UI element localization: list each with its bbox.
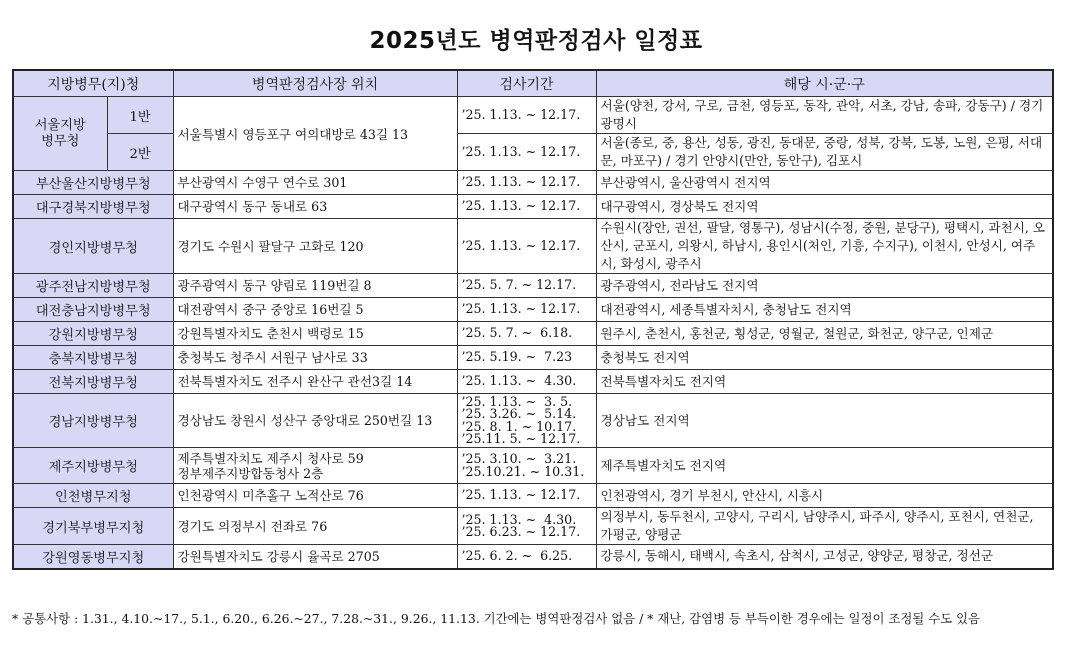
header-row [13,70,1053,97]
table-row [13,97,1053,134]
area-cell: 강릉시, 동해시, 태백시, 속초시, 삼척시, 고성군, 양양군, 평창군, 정선군 [596,545,1053,569]
table-row [13,394,1053,448]
schedule-table [12,69,1054,570]
location-cell: 강원특별자치도 강릉시 율곡로 2705 [173,545,457,569]
table-row [13,508,1053,545]
office-cell: 전북지방병무청 [13,370,173,394]
period-cell: ’25. 3.10. ~ 3.21. ’25.10.21. ~ 10.31. [457,448,596,484]
location-cell: 대구광역시 동구 동내로 63 [173,195,457,219]
location-cell: 서울특별시 영등포구 여의대방로 43길 13 [173,97,457,171]
table-row [13,448,1053,484]
location-cell: 부산광역시 수영구 연수로 301 [173,171,457,195]
location-cell: 전북특별자치도 전주시 완산구 관선3길 14 [173,370,457,394]
area-cell: 서울(종로, 중, 용산, 성동, 광진, 동대문, 중랑, 성북, 강북, 도봉, 노원, 은평, 서대문, 마포구) / 경기 안양시(만안, 동안구), 김포시 [596,134,1053,171]
office-cell: 대전충남지방병무청 [13,298,173,322]
location-cell: 경기도 수원시 팔달구 고화로 120 [173,219,457,274]
area-cell: 부산광역시, 울산광역시 전지역 [596,171,1053,195]
header-area: 해당 시·군·구 [596,70,1053,97]
header-office: 지방병무(지)청 [13,70,173,97]
location-cell: 강원특별자치도 춘천시 백령로 15 [173,322,457,346]
office-cell: 인천병무지청 [13,484,173,508]
office-cell: 서울지방 병무청 [13,97,107,171]
period-cell: ’25. 1.13. ~ 12.17. [457,171,596,195]
area-cell: 경상남도 전지역 [596,394,1053,448]
area-cell: 광주광역시, 전라남도 전지역 [596,274,1053,298]
location-cell: 광주광역시 동구 양림로 119번길 8 [173,274,457,298]
area-cell: 의정부시, 동두천시, 고양시, 구리시, 남양주시, 파주시, 양주시, 포천시, 연천군, 가평군, 양평군 [596,508,1053,545]
header-location: 병역판정검사장 위치 [173,70,457,97]
team-label: 1반 [107,97,173,134]
period-cell: ’25. 5.19. ~ 7.23 [457,346,596,370]
period-cell: ’25. 1.13. ~ 12.17. [457,134,596,171]
period-cell: ’25. 5. 7. ~ 6.18. [457,322,596,346]
area-cell: 전북특별자치도 전지역 [596,370,1053,394]
area-cell: 대구광역시, 경상북도 전지역 [596,195,1053,219]
office-cell: 경기북부병무지청 [13,508,173,545]
table-row [13,545,1053,569]
area-cell: 충청북도 전지역 [596,346,1053,370]
table-row [13,322,1053,346]
team-label: 2반 [107,134,173,171]
area-cell: 수원시(장안, 권선, 팔달, 영통구), 성남시(수정, 중원, 분당구), 평택시, 과천시, 오산시, 군포시, 의왕시, 하남시, 용인시(처인, 기흥, 수지구), 이천시, 안성시, 여주시, 화성시, 광주시 [596,219,1053,274]
office-cell: 경인지방병무청 [13,219,173,274]
period-cell: ’25. 1.13. ~ 4.30. ’25. 6.23. ~ 12.17. [457,508,596,545]
location-cell: 충청북도 청주시 서원구 남사로 33 [173,346,457,370]
office-cell: 경남지방병무청 [13,394,173,448]
location-cell: 경상남도 창원시 성산구 중앙대로 250번길 13 [173,394,457,448]
period-cell: ’25. 1.13. ~ 12.17. [457,484,596,508]
table-row [13,195,1053,219]
table-row [13,484,1053,508]
period-cell: ’25. 1.13. ~ 12.17. [457,298,596,322]
location-cell: 인천광역시 미추홀구 노적산로 76 [173,484,457,508]
area-cell: 서울(양천, 강서, 구로, 금천, 영등포, 동작, 관악, 서초, 강남, 송파, 강동구) / 경기 광명시 [596,97,1053,134]
table-row [13,370,1053,394]
location-cell: 대전광역시 중구 중앙로 16번길 5 [173,298,457,322]
table-row [13,298,1053,322]
office-cell: 강원지방병무청 [13,322,173,346]
table-row [13,274,1053,298]
location-cell: 제주특별자치도 제주시 청사로 59 정부제주지방합동청사 2층 [173,448,457,484]
location-cell: 경기도 의정부시 전좌로 76 [173,508,457,545]
area-cell: 인천광역시, 경기 부천시, 안산시, 시흥시 [596,484,1053,508]
period-cell: ’25. 6. 2. ~ 6.25. [457,545,596,569]
office-cell: 광주전남지방병무청 [13,274,173,298]
area-cell: 원주시, 춘천시, 홍천군, 횡성군, 영월군, 철원군, 화천군, 양구군, 인제군 [596,322,1053,346]
period-cell: ’25. 1.13. ~ 3. 5. ’25. 3.26. ~ 5.14. ’25. 8. 1. ~ 10.17. ’25.11. 5. ~ 12.17. [457,394,596,448]
area-cell: 제주특별자치도 전지역 [596,448,1053,484]
period-cell: ’25. 1.13. ~ 12.17. [457,195,596,219]
office-cell: 충북지방병무청 [13,346,173,370]
footnote: * 공통사항 : 1.31., 4.10.~17., 5.1., 6.20., 6.26.~27., 7.28.~31., 9.26., 11.13. 기간에는 병역판정검사 없음 / * 재난, 감염병 등 부득이한 경우에는 일정이 조정될 수도 있음 [12,611,981,626]
office-cell: 대구경북지방병무청 [13,195,173,219]
period-cell: ’25. 1.13. ~ 4.30. [457,370,596,394]
period-cell: ’25. 1.13. ~ 12.17. [457,97,596,134]
table-row [13,134,1053,171]
office-cell: 강원영동병무지청 [13,545,173,569]
page-title: 2025년도 병역판정검사 일정표 [369,28,703,54]
period-cell: ’25. 5. 7. ~ 12.17. [457,274,596,298]
area-cell: 대전광역시, 세종특별자치시, 충청남도 전지역 [596,298,1053,322]
office-cell: 부산울산지방병무청 [13,171,173,195]
table-row [13,346,1053,370]
period-cell: ’25. 1.13. ~ 12.17. [457,219,596,274]
table-row [13,219,1053,274]
table-row [13,171,1053,195]
header-period: 검사기간 [457,70,596,97]
office-cell: 제주지방병무청 [13,448,173,484]
